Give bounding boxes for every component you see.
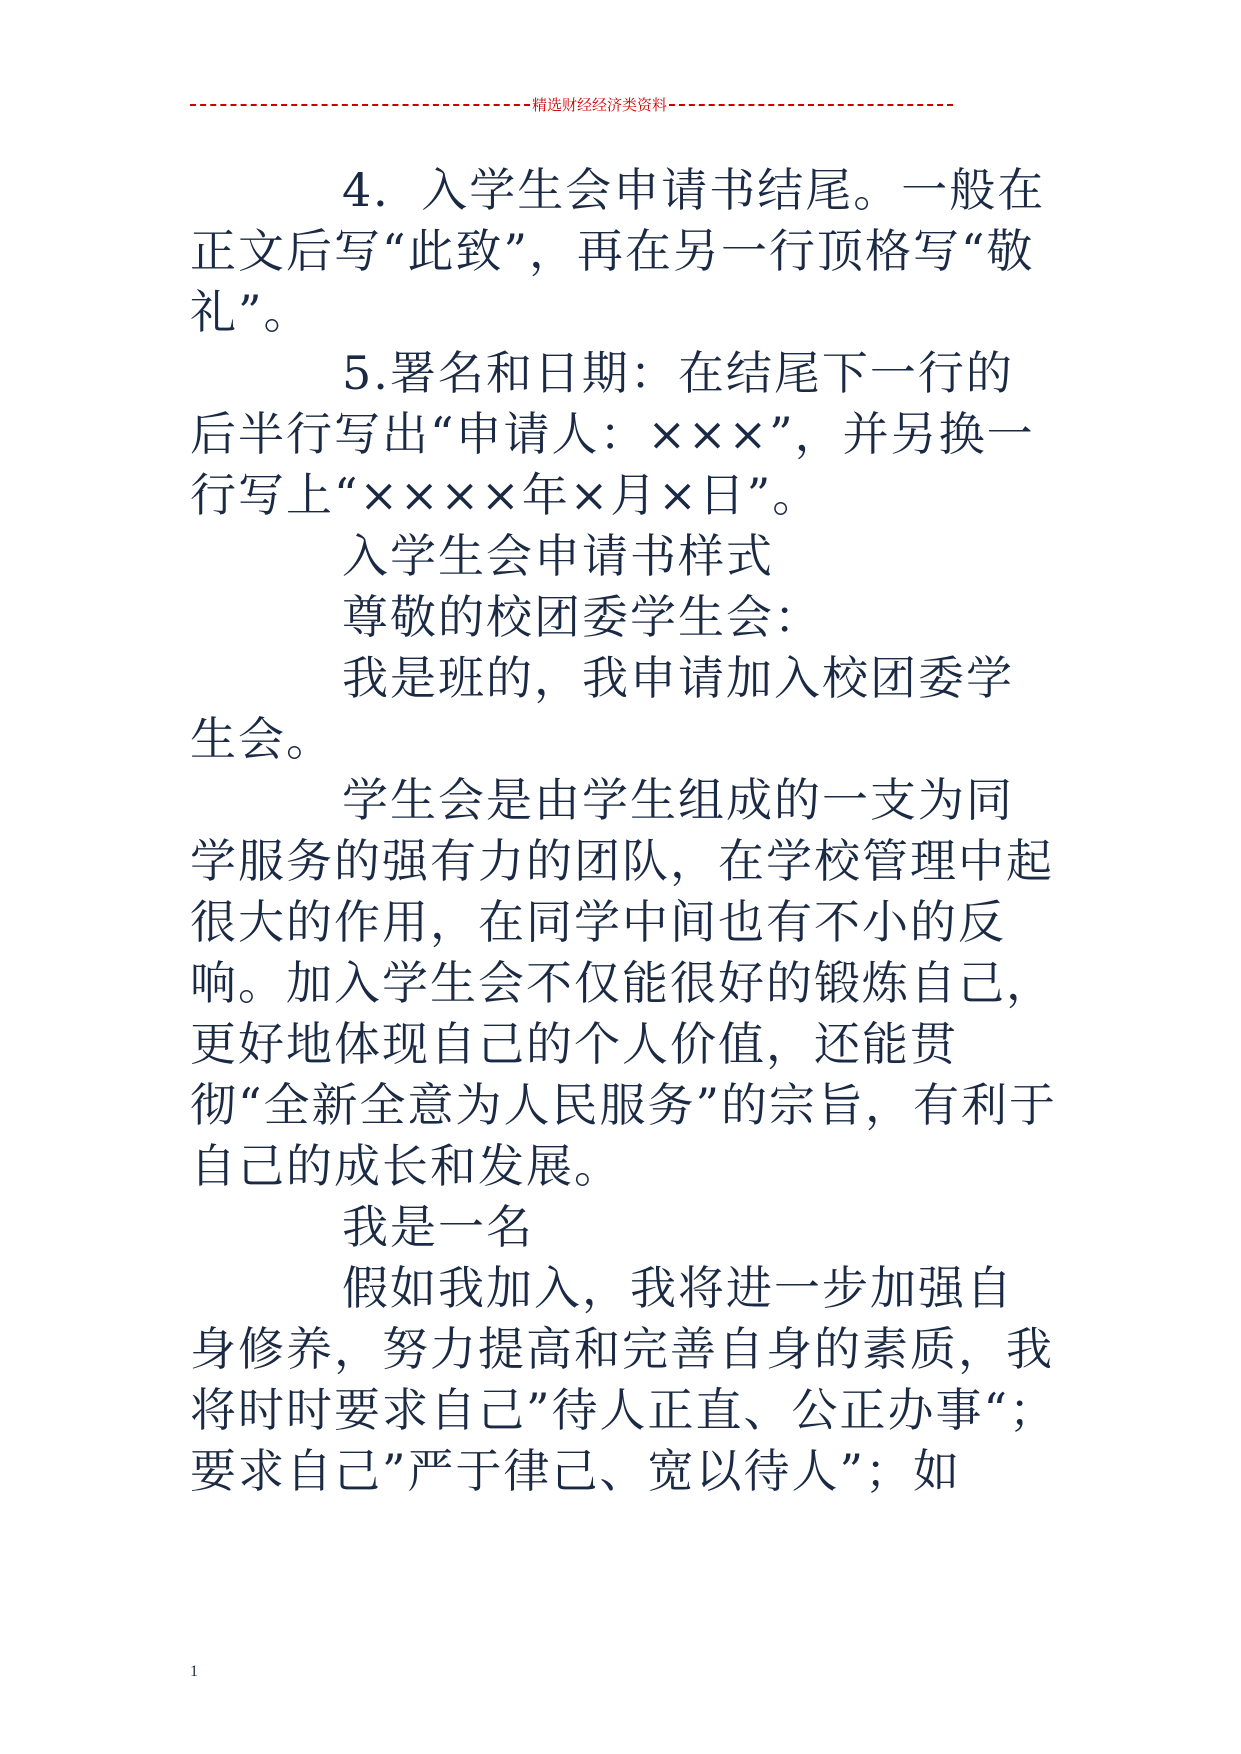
paragraph-self-introduction: 我是一名 xyxy=(342,1200,534,1254)
paragraph-closing-format: 4．入学生会申请书结尾。一般在正文后写“此致”，再在另一行顶格写“敬礼”。 xyxy=(190,163,1046,339)
section-heading-sample: 入学生会申请书样式 xyxy=(342,529,774,583)
paragraph-signature-date: 5.署名和日期：在结尾下一行的后半行写出“申请人：×××”，并另换一行写上“××××年×月×日”。 xyxy=(190,346,1035,522)
paragraph-introduction: 我是班的，我申请加入校团委学生会。 xyxy=(190,651,1014,766)
paragraph-commitment: 假如我加入，我将进一步加强自身修养，努力提高和完善自身的素质，我将时时要求自己”待人正直、公正办事“；要求自己”严于律己、宽以待人”；如 xyxy=(190,1261,1058,1498)
header-title: 精选财经经济类资料 xyxy=(532,95,668,114)
paragraph-student-union-description: 学生会是由学生组成的一支为同学服务的强有力的团队，在学校管理中起很大的作用，在同学中间也有不小的反响。加入学生会不仅能很好的锻炼自己，更好地体现自己的个人价值，还能贯彻“全新全意为人民服务”的宗旨，有利于自己的成长和发展。 xyxy=(190,773,1058,1193)
salutation: 尊敬的校团委学生会： xyxy=(342,590,822,644)
document-body xyxy=(190,160,1060,1502)
header-dashed-rule-right xyxy=(669,104,953,106)
header-dashed-rule-left xyxy=(190,104,530,106)
page-number: 1 xyxy=(190,1663,198,1680)
page-header xyxy=(190,92,998,116)
